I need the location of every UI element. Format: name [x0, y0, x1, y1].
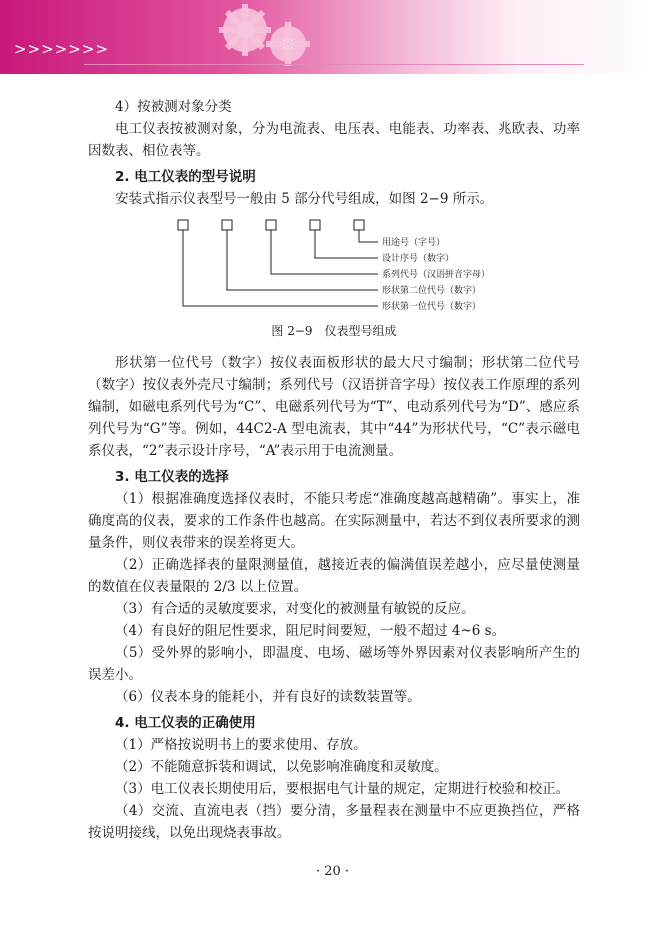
figure-caption: 图 2−9 仪表型号组成 — [271, 324, 397, 338]
page-number: · 20 · — [315, 864, 350, 879]
figure-label: 设计序号（数字） — [382, 254, 455, 264]
paragraph: （2）正确选择表的量限测量值，越接近表的偏满值误差越小，应尽量使测量的数值在仪表量限的 2/3 以上位置。 — [88, 557, 580, 595]
paragraph: （1）严格按说明书上的要求使用、存放。 — [115, 737, 367, 753]
paragraph: （1）根据准确度选择仪表时，不能只考虑“准确度越高越精确”。事实上，准确度高的仪表，要求的工作条件也越高。在实际测量中，若达不到仪表所要求的测量条件，则仪表带来的误差将更大。 — [88, 491, 580, 551]
chevron-decoration: >>>>>>> — [14, 40, 109, 58]
paragraph: 形状第一位代号（数字）按仪表面板形状的最大尺寸编制；形状第二位代号（数字）按仪表外壳尺寸编制；系列代号（汉语拼音字母）按仪表工作原理的系列编制，如磁电系列代号为“C”、电磁系列代号为“T”、电动系列代号为“D”、感应系列代号为“G”等。例如，44C2-A 型电流表，其中“44”为形状代号，“C”表示磁电系仪表，“2”表示设计序号，“A”表示用于电流测量。 — [88, 355, 580, 459]
page-body — [88, 96, 580, 844]
section-heading: 2. 电工仪表的型号说明 — [115, 169, 256, 185]
paragraph: （5）受外界的影响小，即温度、电场、磁场等外界因素对仪表影响所产生的误差小。 — [88, 645, 580, 683]
paragraph: 4）按被测对象分类 — [115, 99, 232, 115]
paragraph: （4）有良好的阻尼性要求，阻尼时间要短，一般不超过 4~6 s。 — [115, 623, 506, 639]
header-banner — [0, 0, 665, 74]
figure-label: 形状第一位代号（数字） — [382, 302, 482, 312]
paragraph: （3）电工仪表长期使用后，要根据电气计量的规定，定期进行校验和校正。 — [115, 781, 570, 797]
header-rule — [84, 64, 584, 65]
gear-decoration-icon — [210, 0, 330, 74]
figure-label: 用途号（字号） — [382, 238, 446, 248]
figure-label: 形状第二位代号（数字） — [382, 286, 482, 296]
paragraph: （6）仪表本身的能耗小，并有良好的读数装置等。 — [115, 689, 421, 705]
paragraph: 电工仪表按被测对象，分为电流表、电压表、电能表、功率表、兆欧表、功率因数表、相位表等。 — [88, 121, 580, 159]
paragraph: （4）交流、直流电表（挡）要分清，多量程表在测量中不应更换挡位，严格按说明接线，以免出现烧表事故。 — [88, 803, 580, 841]
section-heading: 4. 电工仪表的正确使用 — [115, 715, 256, 731]
model-number-figure — [88, 218, 580, 316]
section-heading: 3. 电工仪表的选择 — [115, 469, 229, 485]
paragraph: （3）有合适的灵敏度要求，对变化的被测量有敏锐的反应。 — [115, 601, 475, 617]
paragraph: 安装式指示仪表型号一般由 5 部分代号组成，如图 2−9 所示。 — [115, 191, 494, 207]
paragraph: （2）不能随意拆装和调试，以免影响准确度和灵敏度。 — [115, 759, 448, 775]
figure-label: 系列代号（汉语拼音字母） — [382, 270, 491, 280]
